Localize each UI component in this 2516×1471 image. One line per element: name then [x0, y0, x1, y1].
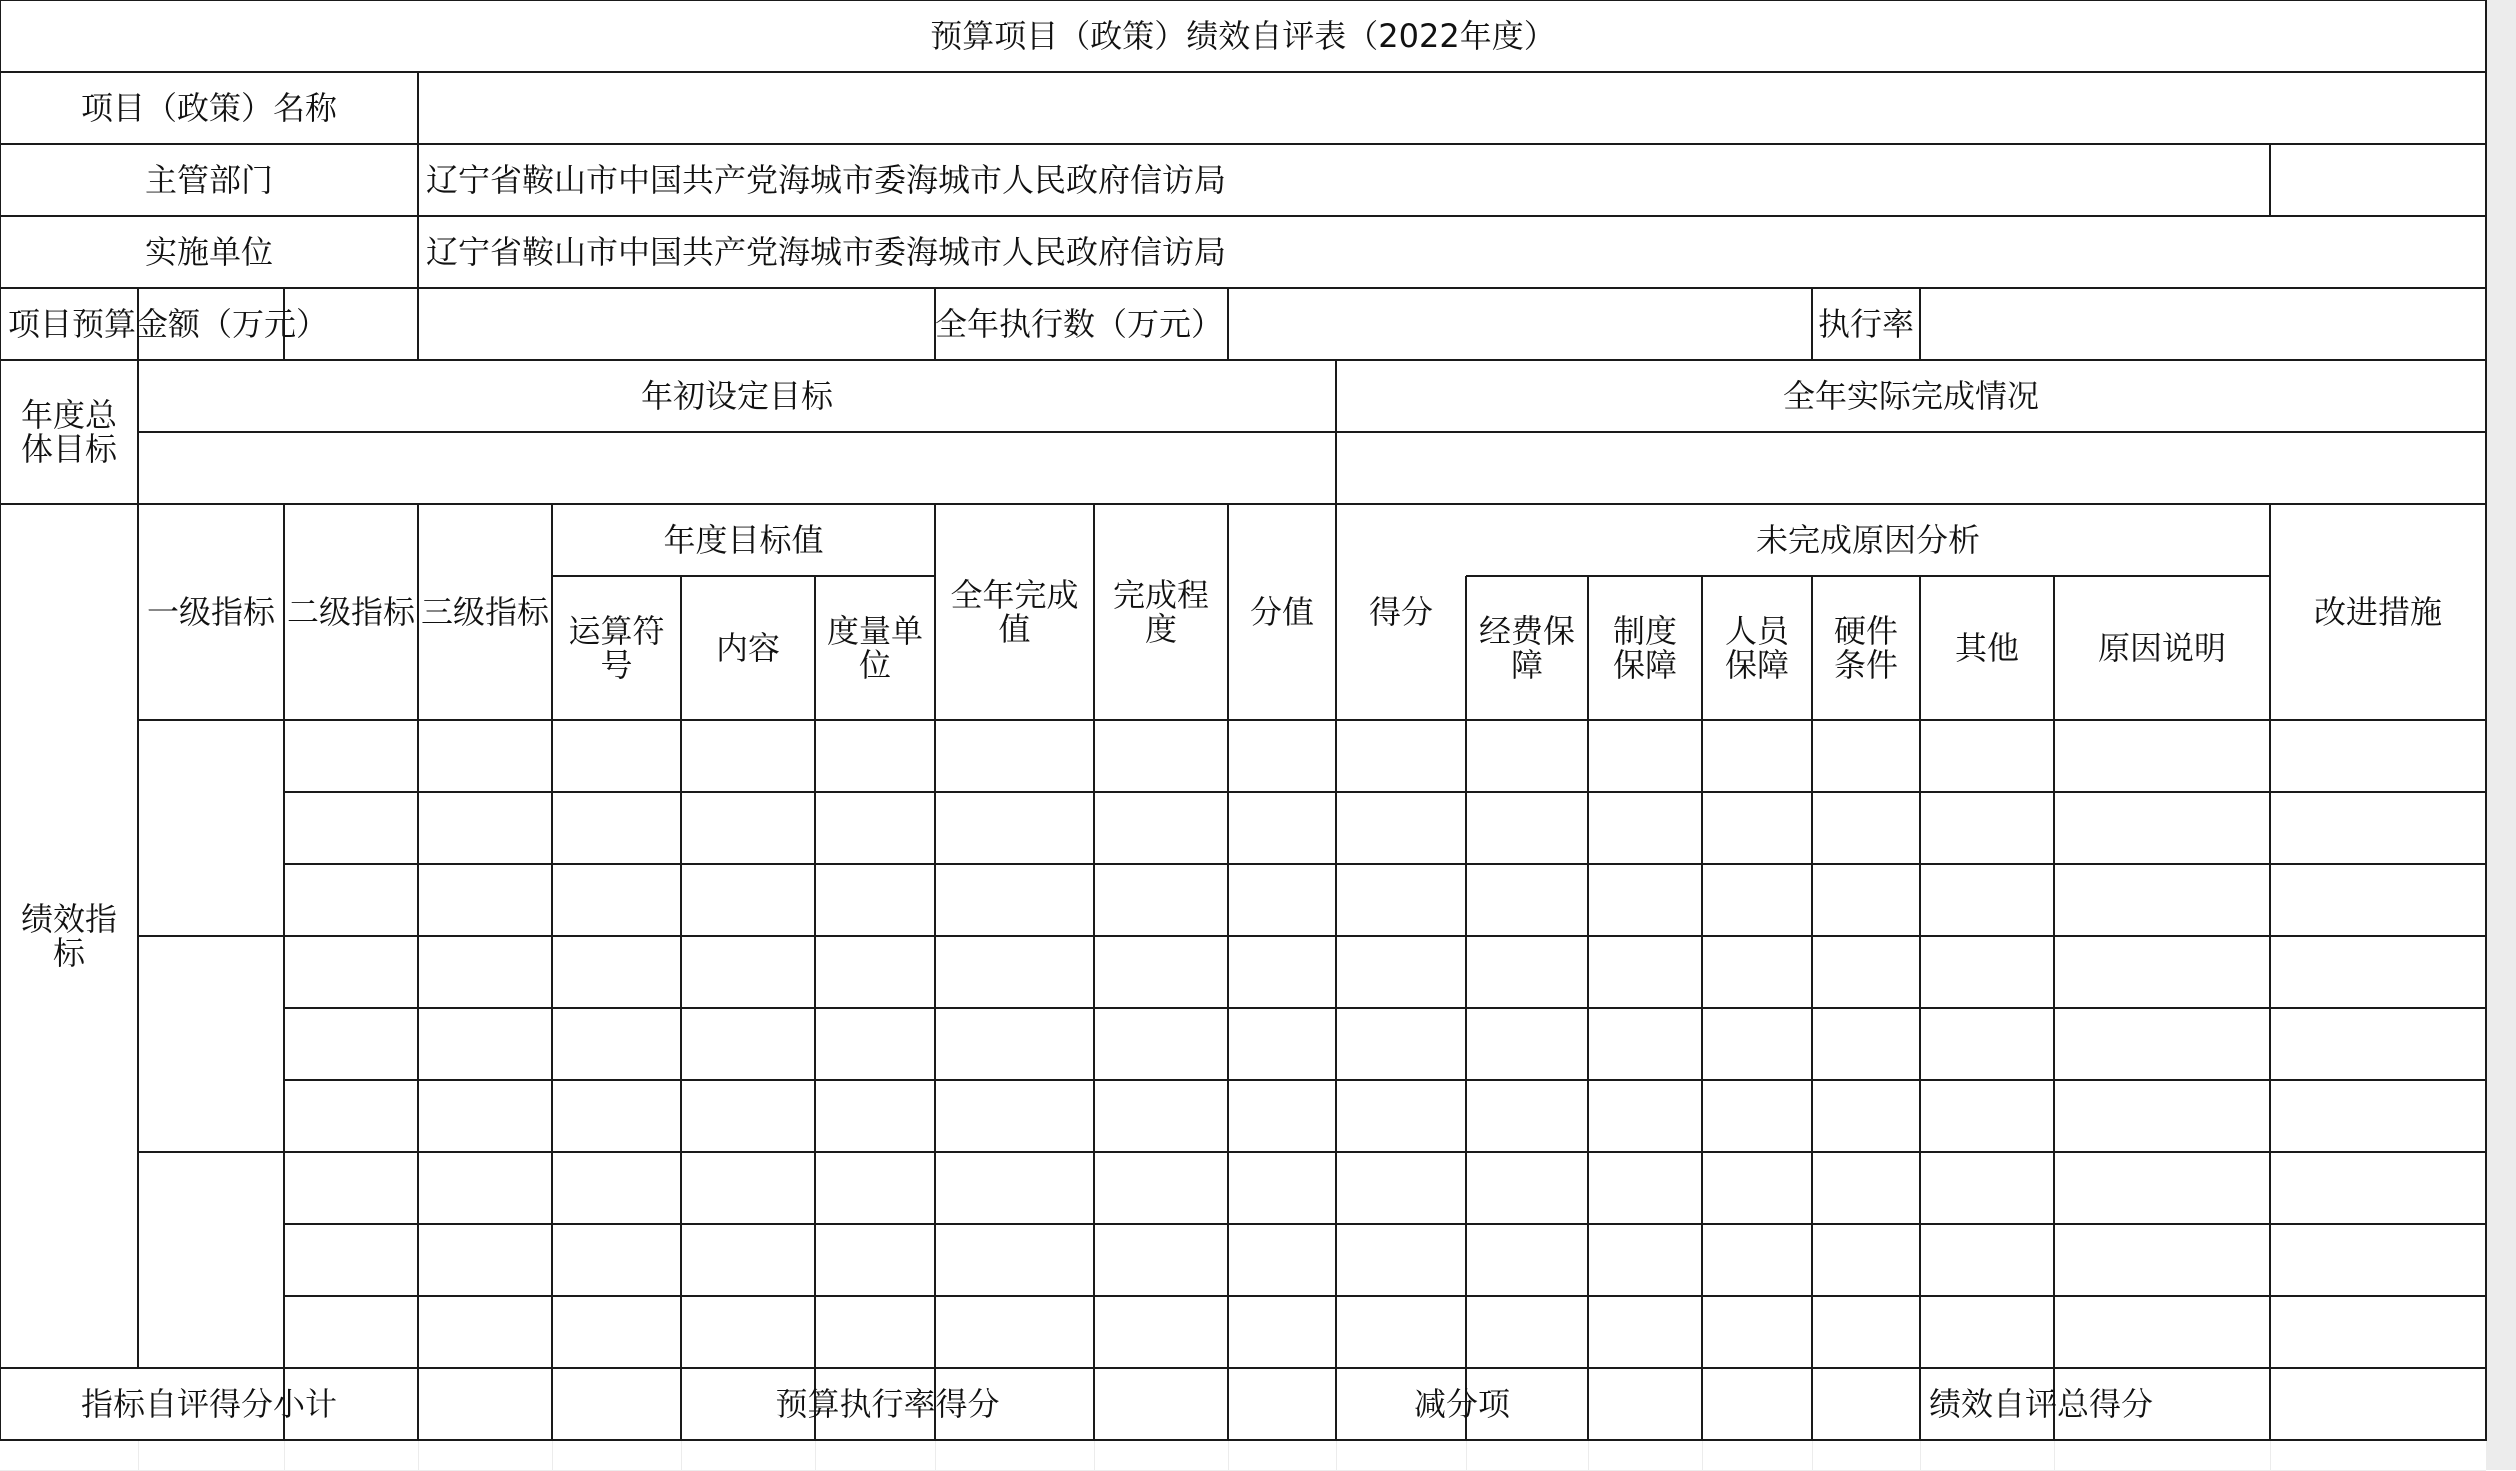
grid-line — [284, 791, 2487, 793]
executed-label: 全年执行数（万元） — [935, 305, 1224, 343]
sheet-gridline — [2486, 288, 2516, 289]
budget-label: 项目预算金额（万元） — [8, 305, 329, 343]
grid-line — [934, 504, 936, 1441]
sheet-title: 预算项目（政策）绩效自评表（2022年度） — [930, 17, 1556, 55]
sheet-margin — [2486, 0, 2516, 1470]
grid-line — [417, 288, 419, 361]
grid-line — [284, 1007, 2487, 1009]
sheet-gridline — [2486, 720, 2516, 721]
sheet-gridline — [1094, 1440, 1095, 1470]
grid-line — [284, 1295, 2487, 1297]
deduction-label: 减分项 — [1413, 1385, 1510, 1423]
sheet-gridline — [2486, 1080, 2516, 1081]
staff-header: 人员保障 — [1724, 612, 1789, 684]
sheet-gridline — [2486, 72, 2516, 73]
project-name-label: 项目（政策）名称 — [80, 89, 337, 127]
sheet-gridline — [2486, 360, 2516, 361]
sheet-gridline — [1466, 1440, 1467, 1470]
sheet-gridline — [284, 1440, 285, 1470]
level2-header: 二级指标 — [286, 593, 415, 631]
sheet-gridline — [2486, 936, 2516, 937]
weight-header: 分值 — [1249, 593, 1314, 631]
other-header: 其他 — [1954, 629, 2019, 667]
target-value-header: 年度目标值 — [663, 521, 824, 559]
sheet-gridline — [2486, 216, 2516, 217]
grid-line — [284, 863, 2487, 865]
sheet-gridline — [2486, 1440, 2516, 1441]
sheet-gridline — [1920, 1440, 1921, 1470]
reason-note-header: 原因说明 — [2097, 629, 2226, 667]
dept-label: 主管部门 — [144, 161, 273, 199]
grid-line — [284, 1079, 2487, 1081]
reason-analysis-header: 未完成原因分析 — [1755, 521, 1980, 559]
implementer-label: 实施单位 — [144, 233, 273, 271]
content-header: 内容 — [715, 629, 780, 667]
sheet-gridline — [138, 1440, 139, 1470]
perf-indicator-label: 绩效指标 — [20, 900, 117, 972]
sheet-gridline — [2486, 1296, 2516, 1297]
implementer-value: 辽宁省鞍山市中国共产党海城市委海城市人民政府信访局 — [426, 233, 1227, 271]
actual-status-header: 全年实际完成情况 — [1782, 377, 2039, 415]
sheet-gridline — [2486, 144, 2516, 145]
sheet-gridline — [2486, 576, 2516, 577]
subtotal-label: 指标自评得分小计 — [80, 1385, 337, 1423]
sheet-gridline — [935, 1440, 936, 1470]
exec-rate-label: 执行率 — [1817, 305, 1914, 343]
system-header: 制度保障 — [1612, 612, 1677, 684]
sheet-gridline — [2486, 864, 2516, 865]
level1-header: 一级指标 — [146, 593, 275, 631]
level3-header: 三级指标 — [420, 593, 549, 631]
score-header: 得分 — [1368, 593, 1433, 631]
sheet-gridline — [2486, 504, 2516, 505]
sheet-gridline — [2486, 1152, 2516, 1153]
sheet-gridline — [2486, 1368, 2516, 1369]
sheet-gridline — [815, 1440, 816, 1470]
dept-value: 辽宁省鞍山市中国共产党海城市委海城市人民政府信访局 — [426, 161, 1227, 199]
sheet-gridline — [2486, 648, 2516, 649]
sheet-gridline — [2486, 1224, 2516, 1225]
sheet-gridline — [2270, 1440, 2271, 1470]
hardware-header: 硬件条件 — [1833, 612, 1898, 684]
sheet-gridline — [1336, 1440, 1337, 1470]
sheet-gridline — [2486, 1008, 2516, 1009]
grid-line — [138, 935, 2487, 937]
sheet-gridline — [2486, 432, 2516, 433]
grid-line — [138, 1151, 2487, 1153]
sheet-gridline — [1702, 1440, 1703, 1470]
sheet-gridline — [1812, 1440, 1813, 1470]
initial-goal-header: 年初设定目标 — [640, 377, 833, 415]
grid-line — [284, 1223, 2487, 1225]
grid-line — [1093, 504, 1095, 1441]
sheet-gridline — [552, 1440, 553, 1470]
sheet-gridline — [2054, 1440, 2055, 1470]
completion-header: 完成程度 — [1112, 576, 1209, 648]
total-score-label: 绩效自评总得分 — [1928, 1385, 2153, 1423]
sheet-gridline — [418, 1440, 419, 1470]
funding-header: 经费保障 — [1478, 612, 1575, 684]
sheet-gridline — [1588, 1440, 1589, 1470]
budget-rate-score-label: 预算执行率得分 — [775, 1385, 1000, 1423]
sheet-gridline — [1228, 1440, 1229, 1470]
operator-header: 运算符号 — [568, 612, 665, 684]
annual-goal-label: 年度总体目标 — [20, 396, 117, 468]
improvement-header: 改进措施 — [2313, 593, 2442, 631]
sheet-gridline — [681, 1440, 682, 1470]
actual-value-header: 全年完成值 — [950, 576, 1079, 648]
sheet-gridline — [2486, 792, 2516, 793]
unit-header: 度量单位 — [826, 612, 923, 684]
